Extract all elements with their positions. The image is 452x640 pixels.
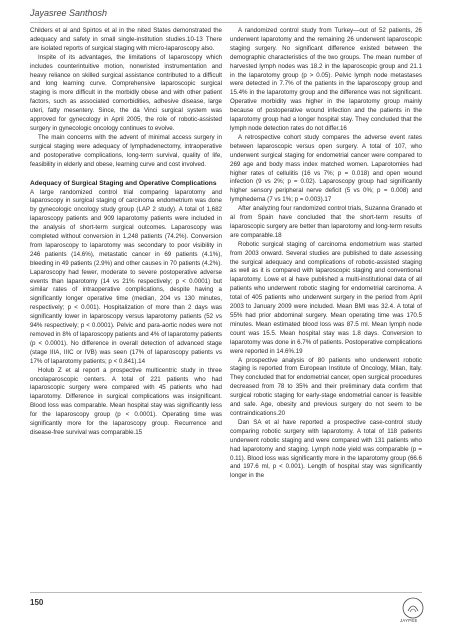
paragraph: A prospective analysis of 80 patients who underwent robotic staging is reported from European Institute of Oncology, Milan, Italy. They concluded that for endometrial cancer, open surgical procedures decreased from 78 to 35% and their preliminary data confirm that surgical robotic staging for early-stage endometrial cancer is feasible and safe. Age, obesity and previous surgery do not seem to be contraindications.20 <box>230 356 422 417</box>
paragraph: A retrospective cohort study compares the adverse event rates between laparoscopic versus open surgery. A total of 107, who underwent surgical staging for endometrial cancer were compared to 269 age and body mass index matched women. Laparotomies had higher rates of cellulitis (16 vs 7%; p = 0.018) and open wound infection (9 vs 2%; p = 0.02). Laparoscopy group had significantly higher sensory peripheral nerve deficit (5 vs 0%; p = 0.008) and lymphedema (7 vs 1%; p = 0.003).17 <box>230 133 422 204</box>
footer-divider <box>30 592 422 593</box>
paragraph: A large randomized control trial comparing laparotomy and laparoscopy in surgical staging of carcinoma endometrium was done by gynecologic oncology study group (LAP 2 study). A total of 1,682 laparoscopy patients and 909 laparotomy patients were included in the analysis of short-term surgical outcomes. Laparoscopy was completed without conversion in 1,248 patients (74.2%). Conversion from laparoscopy to laparotomy was secondary to poor visibility in 246 patients (14.6%), metastatic cancer in 69 patients (4.1%), bleeding in 49 patients (2.9%) and other causes in 70 patients (4.2%). Laparoscopy had fewer, moderate to severe postoperative adverse events than laparotomy (14 vs 21% respectively; p < 0.0001) but similar rates of intraoperative complications, despite having a significantly longer operative time (median, 204 vs 130 minutes, respectively; p < 0.001). Hospitalization of more than 2 days was significantly lower in laparoscopy versus laparotomy patients (52 vs 94% respectively; p < 0.0001). Pelvic and para-aortic nodes were not removed in 8% of laparoscopy patients and 4% of laparotomy patients (p < 0.0001). No difference in overall detection of advanced stage (stage IIIA, IIIC or IVB) was seen (17% of laparoscopy patients vs 17% of laparotomy patients; p < 0.841).14 <box>30 188 222 365</box>
paragraph: Robotic surgical staging of carcinoma endometrium was started from 2003 onward. Several studies are published to date assessing the surgical adequacy and complications of robotic-assisted staging as well as it is compared with laparoscopic staging and conventional laparotomy. Lowe et al have published a multi-institutional data of all patients who underwent robotic staging for endometrial carcinoma. A total of 405 patients who underwent surgery in the period from April 2003 to January 2009 were included. Mean BMI was 32.4. A total of 55% had prior abdominal surgery. Mean operating time was 170.5 minutes. Mean estimated blood loss was 87.5 ml. Mean lymph node count was 15.5. Mean hospital stay was 1.8 days. Conversion to laparotomy was done in 6.7% of patients. Postoperative complications were reported in 14.6%.19 <box>230 240 422 355</box>
page-number: 150 <box>30 598 44 607</box>
paragraph: Inspite of its advantages, the limitations of laparoscopy which includes counterintuitive motion, nonwristed instrumentation and heavy reliance on skilled surgical assistance contributed to a difficult and long learning curve. Comprehensive laparoscopic surgical staging is more difficult in the morbidly obese and with other patient factors, such as associated comorbidities, adhesive disease, large uteri, fatty mesentery. Since, the da Vinci surgical system was approved for gynecology in April 2005, the role of robotic-assisted surgery in gynecologic oncology continues to evolve. <box>30 53 222 132</box>
right-column <box>230 27 422 481</box>
header-divider <box>30 22 422 23</box>
paragraph: Childers et al and Spirtos et al in the nited States demonstrated the adequacy and safety in small single-institution studies.10-13 There are isolated reports of surgical staging with micro-laparoscopy also. <box>30 27 222 52</box>
left-column <box>30 27 222 438</box>
publisher-logo-text: JAYPEE <box>400 618 418 623</box>
publisher-logo-icon <box>402 597 424 619</box>
paragraph: Dan SA et al have reported a prospective case-control study comparing robotic surgery with laparotomy. A total of 118 patients underwent robotic staging and were compared with 131 patients who had laparotomy and staging. Lymph node yield was comparable (p = 0.11). Blood loss was significantly more in the laparotomy group (66.6 and 197.6 ml, p < 0.001). Length of hospital stay was significantly longer in the <box>230 418 422 480</box>
paragraph: The main concerns with the advent of minimal access surgery in surgical staging were adequacy of lymphadenectomy, intraoperative and postoperative complications, long-term survival, quality of life, feasibility in elderly and obese, learning curve and cost involved. <box>30 133 222 168</box>
running-header-author: Jayasree Santhosh <box>30 8 108 18</box>
paragraph: A randomized control study from Turkey—out of 52 patients, 26 underwent laparotomy and the remaining 26 underwent laparoscopic staging surgery. No significant difference existed between the demographic characteristics of the two groups. The mean number of harvested lymph nodes was 18.2 in the laparoscopic group and 21.1 in the laparotomy group (p > 0.05). Pelvic lymph node metastases were detected in 7.7% of the patients in the laparoscopy group and 15.4% in the laparotomy group and the difference was not significant. Operative morbidity was higher in the laparotomy group mainly because of postoperative wound infection and the patients in the laparotomy group had a longer hospital stay. They concluded that the lymph node detection rates do not differ.16 <box>230 27 422 132</box>
paragraph: After analyzing four randomized control trials, Suzanna Granado et al from Spain have concluded that the short-term results of laparoscopic surgery are better than laparotomy and long-term results are comparable.18 <box>230 205 422 239</box>
paragraph: Holub Z et al report a prospective multicentric study in three oncolaparoscopic centers. A total of 221 patients who had laparoscopic surgery were compared with 45 patients who had laparotomy. Difference in surgical complications was insignificant. Blood loss was comparable. Mean hospital stay was significantly less for the laparoscopy group (p < 0.0001). Operating time was significantly more for the laparoscopy group. Recurrence and disease-free survival was comparable.15 <box>30 366 222 436</box>
section-heading: Adequacy of Surgical Staging and Operative Complications <box>30 179 217 187</box>
